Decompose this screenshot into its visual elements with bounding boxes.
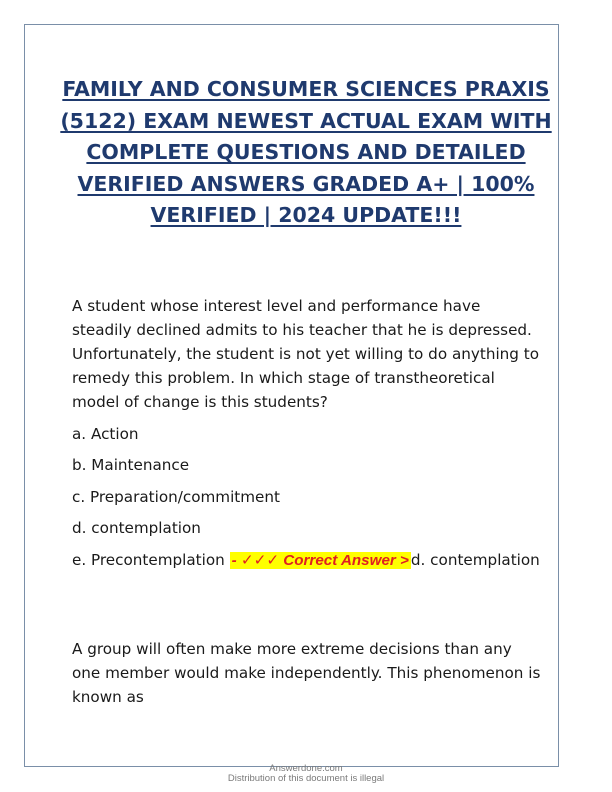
option-b: b. Maintenance	[72, 456, 190, 474]
option-d: d. contemplation	[72, 519, 201, 537]
option-e-with-answer	[72, 548, 542, 573]
option-c: c. Preparation/commitment	[72, 488, 280, 506]
option-a: a. Action	[72, 425, 139, 443]
footer-notice: Distribution of this document is illegal	[227, 773, 385, 784]
document-title: FAMILY AND CONSUMER SCIENCES PRAXIS (5122) EXAM NEWEST ACTUAL EXAM WITH COMPLETE QUESTIONS AND DETAILED VERIFIED ANSWERS GRADED A+ | 100% VERIFIED | 2024 UPDATE!!!	[60, 77, 552, 227]
option-e: e. Precontemplation	[72, 551, 230, 569]
footer-site: Answerdone.com	[269, 763, 343, 774]
question-1-text: A student whose interest level and performance have steadily declined admits to his teacher that he is depressed. Unfortunately, the student is not yet willing to do anything to remedy this problem. In which stage of transtheoretical model of change is this students?	[72, 297, 540, 411]
question-2-text: A group will often make more extreme decisions than any one member would make independently. This phenomenon is known as	[72, 640, 541, 706]
correct-answer-marker: - ✓✓✓ Correct Answer >	[231, 552, 409, 569]
correct-answer-text: d. contemplation	[410, 551, 540, 569]
